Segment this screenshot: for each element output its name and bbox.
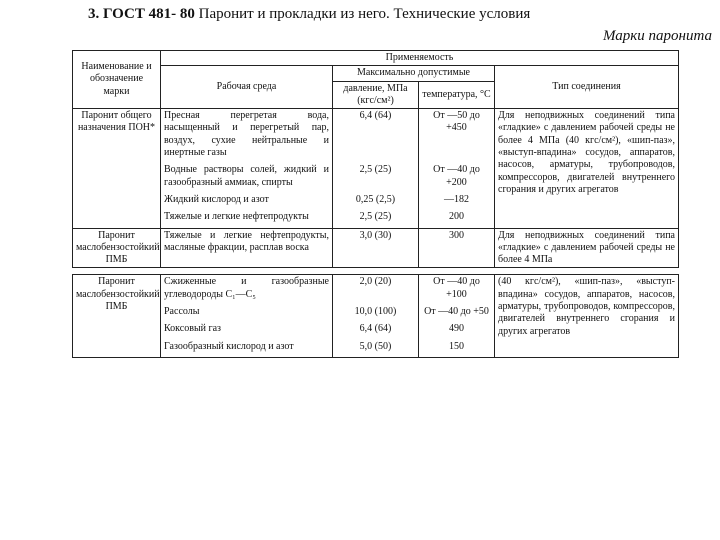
temperature-cell: 150 [419,340,495,358]
medium-cell: Коксовый газ [161,322,333,339]
temperature-cell: 300 [419,228,495,268]
pressure-cell: 10,0 (100) [333,305,419,322]
temperature-cell: От —50 до +450 [419,109,495,164]
header-temperature: температура, °С [419,81,495,109]
connection-cell: Для неподвижных соединений типа «гладкие» с давлением рабочей среды не более 4 МПа (40 кгс/см²), «шип-паз», «выступ-впадина» сосудов, аппаратов, насосов, арматуры, трубопроводов, компрессоров, двигателей внутреннего сгорания и других агрегатов [495,109,679,228]
table-row [73,109,679,164]
title-text: Паронит и прокладки из него. Технические условия [194,6,531,22]
pressure-cell: 0,25 (2,5) [333,193,419,210]
pressure-cell: 5,0 (50) [333,340,419,358]
connection-cell: Для неподвижных соединений типа «гладкие» с давлением рабочей среды не более 4 МПа [495,228,679,268]
medium-cell: Жидкий кислород и азот [161,193,333,210]
temperature-cell: От —40 до +100 [419,275,495,305]
temperature-cell: От —40 до +50 [419,305,495,322]
mark-cell: Паронит маслобензостойкий ПМБ [73,228,161,268]
temperature-cell: —182 [419,193,495,210]
medium-cell: Тяжелые и легкие нефтепродукты [161,210,333,228]
mark-cell: Паронит общего назначения ПОН* [73,109,161,228]
pressure-cell: 6,4 (64) [333,109,419,164]
paronite-grades-table [72,50,679,358]
mark-cell: Паронит маслобензостойкий ПМБ [73,275,161,357]
medium-cell: Газообразный кислород и азот [161,340,333,358]
title-gost: 3. ГОСТ 481- 80 [88,6,195,22]
medium-cell: Пресная перегретая вода, насыщенный и перегретый пар, воздух, сухие нейтральные и инертные газы [161,109,333,164]
table-row [73,228,679,268]
header-max-allowed: Максимально допустимые [333,66,495,81]
header-medium: Рабочая среда [161,66,333,109]
header-pressure: давление, МПа (кгс/см²) [333,81,419,109]
document-table-scan [72,50,678,480]
page-title [88,6,530,23]
medium-cell: Тяжелые и легкие нефтепродукты, масляные фракции, расплав воска [161,228,333,268]
pressure-cell: 2,5 (25) [333,210,419,228]
pressure-cell: 3,0 (30) [333,228,419,268]
temperature-cell: 200 [419,210,495,228]
pressure-cell: 2,0 (20) [333,275,419,305]
medium-cell: Рассолы [161,305,333,322]
medium-cell: Водные растворы солей, жидкий и газообразный аммиак, спирты [161,163,333,193]
temperature-cell: 490 [419,322,495,339]
connection-cell: (40 кгс/см²), «шип-паз», «выступ-впадина» сосудов, аппаратов, насосов, арматуры, трубопроводов, компрессоров, двигателей внутреннего сгорания и других агрегатов [495,275,679,357]
table-row [73,275,679,305]
page-gap [73,268,679,275]
pressure-cell: 2,5 (25) [333,163,419,193]
header-applicability: Применяемость [161,51,679,66]
page-subtitle: Марки паронита [602,28,712,44]
pressure-cell: 6,4 (64) [333,322,419,339]
medium-cell: Сжиженные и газообразные углеводороды С₁—С₅ [161,275,333,305]
temperature-cell: От —40 до +200 [419,163,495,193]
header-mark: Наименование и обозначение марки [73,51,161,109]
header-connection: Тип соединения [495,66,679,109]
